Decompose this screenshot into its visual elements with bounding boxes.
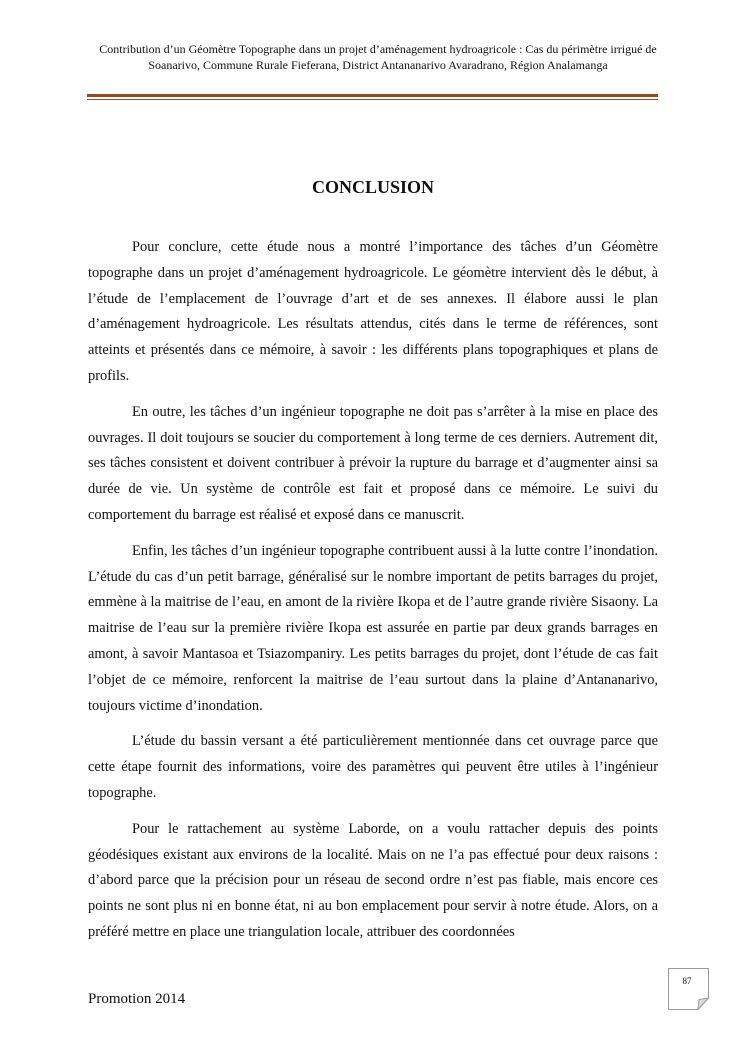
paragraph: Pour conclure, cette étude nous a montré l’importance des tâches d’un Géomètre topographe dans un projet d’aménagement hydroagricole. Le géomètre intervient dès le début, à l’étude de l’emplacement de l’ouvrage d’art et de ses annexes. Il élabore aussi le plan d’aménagement hydroagricole. Les résultats attendus, cités dans le terme de références, sont atteints et présentés dans ce mémoire, à savoir : les différents plans topographiques et plans de profils.	[88, 239, 658, 384]
paragraph: Enfin, les tâches d’un ingénieur topographe contribuent aussi à la lutte contre l’inondation. L’étude du cas d’un petit barrage, généralisé sur le nombre important de petits barrages du projet, emmène à la maitrise de l’eau, en amont de la rivière Ikopa et de l’autre grande rivière Sisaony. La maitrise de l’eau sur la première rivière Ikopa est assurée en partie par deux grands barrages en amont, à savoir Mantasoa et Tsiazompaniry. Les petits barrages du projet, dont l’étude de cas fait l’objet de ce mémoire, renforcent la maitrise de l’eau surtout dans la plaine d’Antananarivo, toujours victime d’inondation.	[88, 542, 658, 714]
footer-text: Promotion 2014	[88, 991, 186, 1007]
header-rule-thin	[87, 99, 658, 100]
header-rule-thick	[87, 94, 658, 97]
running-header: Contribution d’un Géomètre Topographe dans un projet d’aménagement hydroagricole : Cas du périmètre irrigué de Soanarivo, Commune Rurale Fieferana, District Antananarivo Avaradrano, Région Analamanga	[99, 42, 657, 72]
folded-corner-icon	[668, 968, 712, 1010]
body-text	[88, 235, 658, 956]
page-title: CONCLUSION	[311, 177, 435, 197]
paragraph: Pour le rattachement au système Laborde, on a voulu rattacher depuis des points géodésiques existant aux environs de la localité. Mais on ne l’a pas effectué pour deux raisons : d’abord parce que la précision pour un réseau de second ordre n’est pas fiable, mais encore ces points ne sont plus ni en bonne état, ni au bon emplacement pour servir à notre étude. Alors, on a préféré mettre en place une triangulation locale, attribuer des coordonnées	[88, 820, 658, 940]
paragraph: En outre, les tâches d’un ingénieur topographe ne doit pas s’arrêter à la mise en place des ouvrages. Il doit toujours se soucier du comportement à long terme de ces derniers. Autrement dit, ses tâches consistent et doivent contribuer à prévoir la rupture du barrage et d’augmenter ainsi sa durée de vie. Un système de contrôle est fait et proposé dans ce mémoire. Le suivi du comportement du barrage est réalisé et exposé dans ce manuscrit.	[88, 403, 658, 523]
page-number-box	[668, 968, 712, 1010]
paragraph: L’étude du bassin versant a été particulièrement mentionnée dans cet ouvrage parce que cette étape fournit des informations, voire des paramètres qui peuvent être utiles à l’ingénieur topographe.	[88, 733, 658, 801]
page-number: 87	[682, 976, 692, 986]
